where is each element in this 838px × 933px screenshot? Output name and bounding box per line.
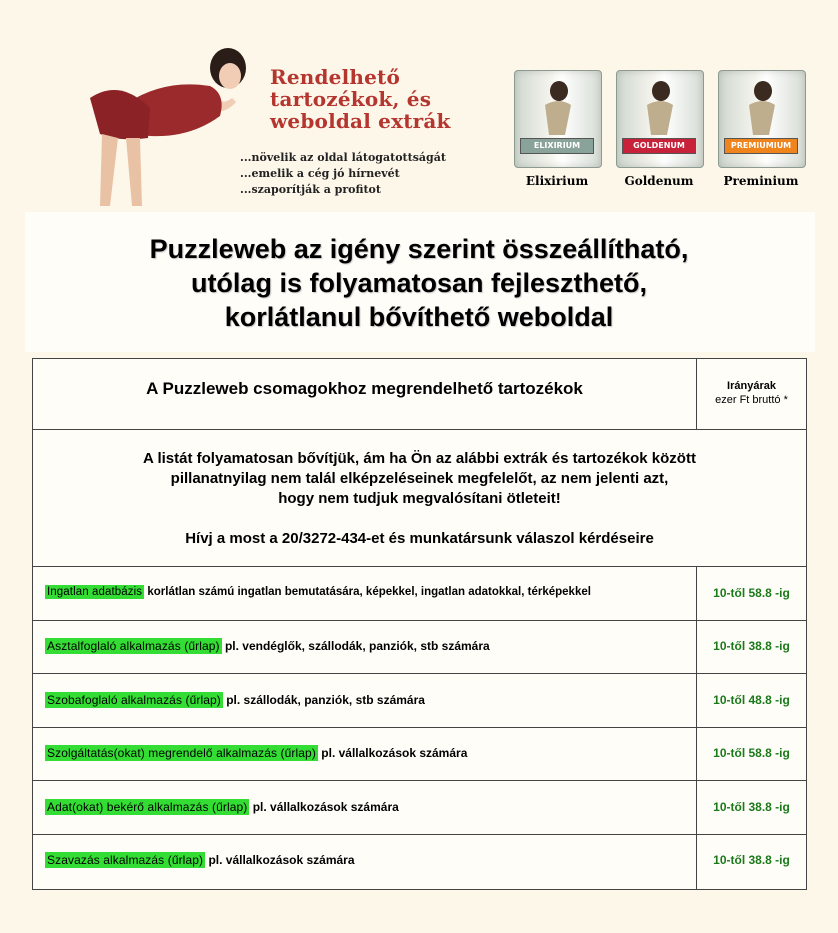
row-name[interactable]: Ingatlan adatbázis — [47, 586, 143, 598]
table-title: A Puzzleweb csomagokhoz megrendelhető tartozékok — [146, 379, 583, 398]
model-illustration — [60, 38, 260, 208]
table-row — [45, 586, 591, 598]
row-desc: pl. vállalkozások számára — [252, 800, 399, 814]
model-icon — [637, 79, 683, 135]
row-name[interactable]: Asztalfoglaló alkalmazás (űrlap) — [47, 639, 220, 653]
banner-title — [270, 66, 451, 132]
table-row — [45, 639, 490, 653]
page-title — [0, 232, 838, 334]
banner-title-line: Rendelhető — [270, 65, 401, 89]
row-name[interactable]: Szolgáltatás(okat) megrendelő alkalmazás (űrlap) — [47, 746, 316, 760]
row-name[interactable]: Adat(okat) bekérő alkalmazás (űrlap) — [47, 800, 248, 814]
banner-title-line: tartozékok, és — [270, 87, 432, 111]
intro-line: A listát folyamatosan bővítjük, ám ha Ön az alábbi extrák és tartozékok között — [143, 450, 696, 467]
price-header-title: Irányárak — [727, 380, 776, 392]
divider — [33, 780, 806, 781]
package-goldenum[interactable] — [614, 70, 704, 188]
row-price: 10-től 58.8 -ig — [713, 746, 790, 760]
package-band: ELIXIRIUM — [520, 138, 594, 154]
row-price: 10-től 38.8 -ig — [713, 800, 790, 814]
divider — [33, 566, 806, 567]
row-desc: pl. vállalkozások számára — [208, 853, 355, 867]
intro-spacer — [33, 509, 806, 529]
model-icon — [535, 79, 581, 135]
divider — [33, 727, 806, 728]
package-name: Elixirium — [525, 174, 589, 188]
banner-subtitle-line: ...növelik az oldal látogatottságát — [240, 151, 446, 164]
banner-title-line: weboldal extrák — [270, 109, 451, 133]
row-name[interactable]: Szobafoglaló alkalmazás (űrlap) — [47, 693, 221, 707]
header-banner — [0, 0, 838, 210]
banner-subtitle — [240, 150, 446, 198]
row-price: 10-től 48.8 -ig — [713, 693, 790, 707]
row-price: 10-től 58.8 -ig — [713, 586, 790, 600]
page-title-line: korlátlanul bővíthető weboldal — [224, 302, 614, 332]
row-desc: pl. vállalkozások számára — [321, 746, 468, 760]
divider — [33, 834, 806, 835]
page-title-line: utólag is folyamatosan fejleszthető, — [190, 268, 648, 298]
model-icon — [739, 79, 785, 135]
intro-line: pillanatnyilag nem talál elképzeléseinek megfelelőt, az nem jelenti azt, — [170, 470, 669, 487]
banner-subtitle-line: ...emelik a cég jó hírnevét — [240, 167, 400, 180]
package-band: GOLDENUM — [622, 138, 696, 154]
banner-subtitle-line: ...szaporítják a profitot — [240, 183, 381, 196]
intro-phone-line: Hívj a most a 20/3272-434-et és munkatársunk válaszol kérdéseire — [185, 530, 654, 547]
divider — [33, 620, 806, 621]
row-price: 10-től 38.8 -ig — [713, 853, 790, 867]
accessories-table — [32, 358, 807, 890]
package-elixirium[interactable] — [512, 70, 602, 188]
row-desc: korlátlan számú ingatlan bemutatására, képekkel, ingatlan adatokkal, térképekkel — [147, 586, 591, 598]
table-row — [45, 800, 399, 814]
table-row — [45, 746, 467, 760]
package-name: Goldenum — [624, 174, 694, 188]
package-name: Preminium — [723, 174, 799, 188]
price-header — [697, 379, 806, 407]
intro-text — [33, 449, 806, 549]
divider — [33, 429, 806, 430]
row-name[interactable]: Szavazás alkalmazás (űrlap) — [47, 853, 204, 867]
table-row — [45, 693, 425, 707]
row-desc: pl. szállodák, panziók, stb számára — [226, 693, 425, 707]
row-desc: pl. vendéglők, szállodák, panziók, stb számára — [224, 639, 490, 653]
table-row — [45, 853, 355, 867]
intro-line: hogy nem tudjuk megvalósítani ötleteit! — [278, 490, 561, 507]
package-band: PREMIUMIUM — [724, 138, 798, 154]
price-header-unit: ezer Ft bruttó * — [715, 394, 788, 406]
package-preminium[interactable] — [716, 70, 806, 188]
row-price: 10-től 38.8 -ig — [713, 639, 790, 653]
page-title-line: Puzzleweb az igény szerint összeállítható, — [149, 234, 689, 264]
divider — [33, 673, 806, 674]
